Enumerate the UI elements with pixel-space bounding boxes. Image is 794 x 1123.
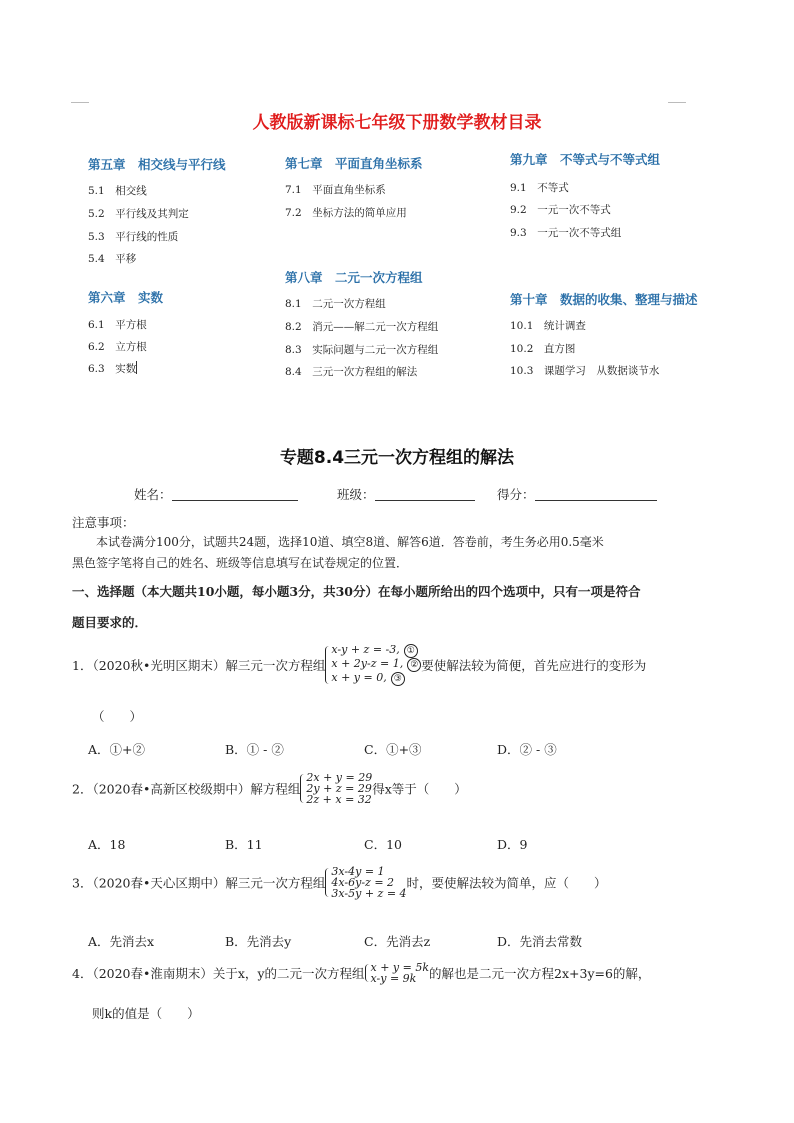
equation: 4x-6y-z = 2: [331, 876, 395, 889]
chapter-title: 第七章 平面直角坐标系: [285, 156, 423, 171]
question-4: [72, 962, 650, 984]
equation: 2z + x = 32: [306, 793, 372, 806]
toc-section: 6.1 平方根: [88, 319, 147, 331]
toc-section: 7.1 平面直角坐标系: [285, 184, 386, 196]
answer-paren: （ ）: [92, 709, 143, 724]
section-heading: 一、选择题（本大题共10小题，每小题3分，共30分）在每小题所给出的四个选项中，只有一项是符合: [72, 584, 641, 599]
question-suffix: 时，要使解法较为简单，应（ ）: [406, 875, 607, 891]
toc-section: 8.1 二元一次方程组: [285, 298, 386, 310]
equation: 3x-4y = 1: [331, 865, 385, 878]
score-blank[interactable]: [535, 488, 657, 501]
name-label: 姓名：: [134, 487, 172, 502]
equation: 2y + z = 29: [306, 782, 372, 795]
toc-chapter-9: [510, 150, 660, 168]
equation: x-y + z = -3, ①: [331, 644, 421, 658]
section-text: 6.3 实数: [88, 363, 137, 375]
toc-chapter-7: [285, 154, 423, 172]
name-blank[interactable]: [172, 488, 298, 501]
question-1: [72, 644, 646, 686]
toc-section: [88, 361, 137, 376]
option-c[interactable]: C．先消去z: [364, 934, 431, 949]
toc-section: 10.2 直方图: [510, 343, 576, 355]
toc-chapter-10: [510, 290, 698, 308]
toc-section: 5.1 相交线: [88, 185, 147, 197]
option-b[interactable]: B．11: [225, 837, 263, 852]
toc-section: 9.1 不等式: [510, 182, 569, 194]
toc-section: 8.4 三元一次方程组的解法: [285, 366, 418, 378]
chapter-title: 第十章 数据的收集、整理与描述: [510, 292, 698, 307]
option-a[interactable]: A．18: [88, 837, 126, 852]
toc-chapter-6: [88, 288, 163, 306]
toc-section: 5.3 平行线的性质: [88, 231, 179, 243]
equation: x + 2y-z = 1, ②: [331, 658, 421, 672]
chapter-title: 第六章 实数: [88, 290, 164, 305]
name-field: [134, 485, 298, 503]
question-4-line2: 则k的值是（ ）: [92, 1006, 200, 1021]
chapter-title: 第五章 相交线与平行线: [88, 157, 226, 172]
chapter-title: 第八章 二元一次方程组: [285, 270, 423, 285]
question-prefix: 3．（2020春•天心区期中）解三元一次方程组: [72, 875, 326, 891]
equation-system: [325, 866, 406, 899]
notice-title: 注意事项：: [72, 515, 135, 530]
toc-section: 8.3 实际问题与二元一次方程组: [285, 344, 439, 356]
equation: x + y = 5k: [370, 961, 430, 974]
toc-section: 5.4 平移: [88, 253, 137, 265]
option-c[interactable]: C．①+③: [364, 742, 422, 757]
equation-system: [325, 644, 421, 686]
crop-mark-left: [71, 102, 89, 103]
equation: x + y = 0, ③: [331, 672, 421, 686]
exam-title: 专题8.4三元一次方程组的解法: [279, 448, 515, 468]
equation: 3x-5y + z = 4: [331, 887, 407, 900]
section-heading: 题目要求的．: [72, 615, 148, 630]
option-c[interactable]: C．10: [364, 837, 402, 852]
toc-section: 7.2 坐标方法的简单应用: [285, 207, 407, 219]
option-b[interactable]: B．先消去y: [225, 934, 292, 949]
notice-line: 本试卷满分100分，试题共24题，选择10道、填空8道、解答6道．答卷前，考生务必用0.5毫米: [96, 535, 604, 549]
toc-section: 5.2 平行线及其判定: [88, 208, 189, 220]
question-2: [72, 772, 467, 805]
toc-section: 10.3 课题学习 从数据谈节水: [510, 365, 660, 377]
question-prefix: 1．（2020秋•光明区期末）解三元一次方程组: [72, 658, 326, 673]
equation-system: [300, 772, 372, 805]
question-suffix: 得x等于（ ）: [372, 781, 467, 797]
option-d[interactable]: D．9: [497, 837, 528, 852]
question-suffix: 要使解法较为简便，首先应进行的变形为: [421, 658, 647, 673]
option-a[interactable]: A．先消去x: [88, 934, 155, 949]
equation-system: [365, 962, 430, 984]
question-prefix: 2．（2020春•高新区校级期中）解方程组: [72, 781, 301, 797]
toc-section: 10.1 统计调查: [510, 320, 586, 332]
question-suffix: 的解也是二元一次方程2x+3y=6的解，: [429, 966, 651, 981]
option-a[interactable]: A．①+②: [88, 742, 146, 757]
notice-line: 黑色签字笔将自己的姓名、班级等信息填写在试卷规定的位置．: [72, 556, 409, 570]
score-label: 得分：: [497, 487, 535, 502]
class-label: 班级：: [337, 487, 375, 502]
chapter-title: 第九章 不等式与不等式组: [510, 152, 661, 167]
toc-chapter-8: [285, 268, 423, 286]
question-3: [72, 866, 607, 899]
question-prefix: 4．（2020春•淮南期末）关于x，y的二元一次方程组: [72, 966, 365, 981]
toc-section: 8.2 消元——解二元一次方程组: [285, 321, 439, 333]
crop-mark-right: [668, 102, 686, 103]
text-cursor: [136, 361, 137, 374]
score-field: [497, 485, 657, 503]
toc-section: 6.2 立方根: [88, 341, 147, 353]
option-b[interactable]: B．① - ②: [225, 742, 284, 757]
toc-title: 人教版新课标七年级下册数学教材目录: [252, 113, 542, 133]
option-d[interactable]: D．② - ③: [497, 742, 557, 757]
toc-section: 9.2 一元一次不等式: [510, 204, 611, 216]
equation: x-y = 9k: [370, 972, 417, 985]
toc-section: 9.3 一元一次不等式组: [510, 227, 622, 239]
toc-chapter-5: [88, 155, 226, 173]
equation: 2x + y = 29: [306, 771, 373, 784]
option-d[interactable]: D．先消去常数: [497, 934, 583, 949]
class-blank[interactable]: [375, 488, 475, 501]
class-field: [337, 485, 475, 503]
